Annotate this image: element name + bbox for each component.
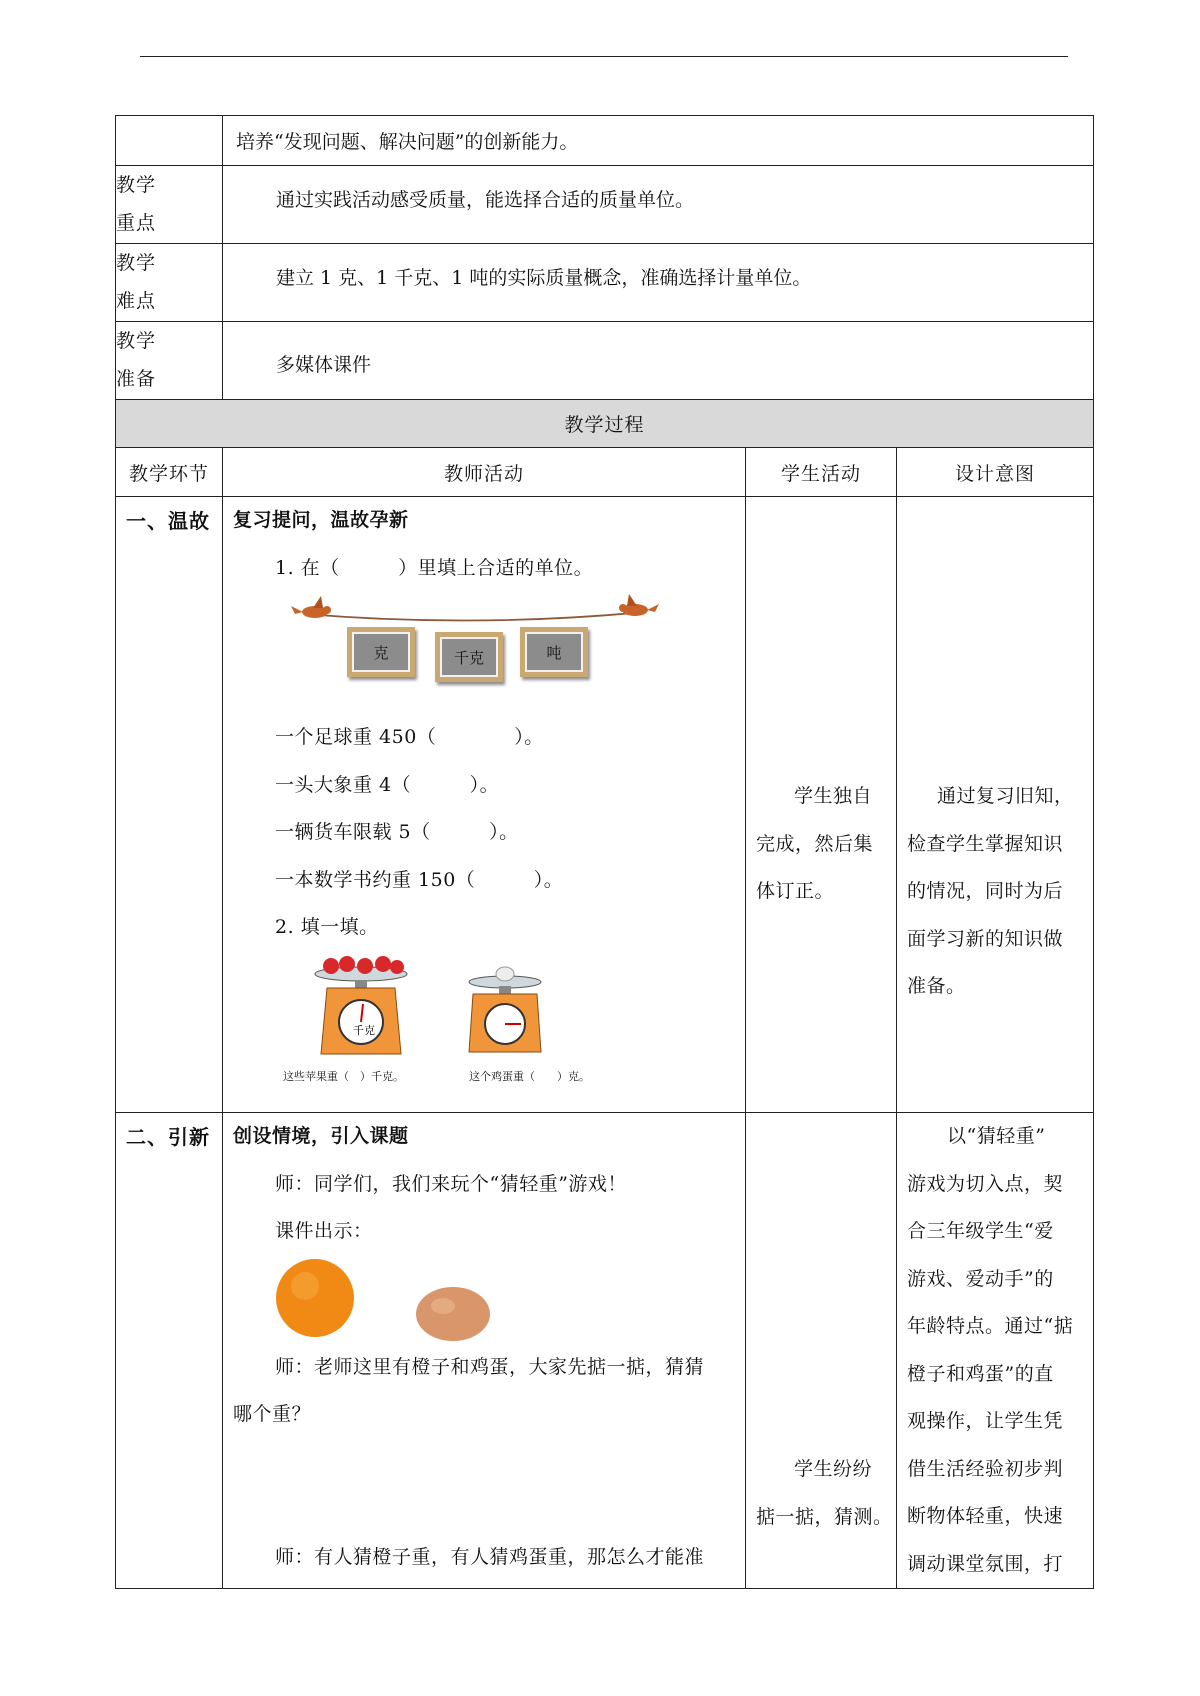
question-2: 2. 填一填。	[275, 916, 379, 938]
intent-line: 检查学生掌握知识	[907, 832, 1064, 855]
intent-line: 面学习新的知识做	[907, 927, 1064, 950]
intent-line: 游戏、爱动手”的	[907, 1267, 1054, 1290]
section2-heading: 创设情境，引入课题	[233, 1125, 409, 1147]
prep-text: 多媒体课件	[276, 354, 372, 376]
col-header-teacher: 教师活动	[223, 448, 746, 497]
clothesline	[285, 592, 665, 632]
question-1: 1. 在（ ）里填上合适的单位。	[275, 556, 594, 579]
bird-right-icon	[619, 594, 659, 616]
sign-ton-label: 吨	[525, 632, 583, 672]
process-title: 教学过程	[116, 400, 1094, 448]
col-header-intent: 设计意图	[897, 448, 1094, 497]
student-line: 学生纷纷	[794, 1458, 873, 1480]
scales-illustration	[283, 952, 613, 1092]
stage-1	[116, 497, 223, 1113]
sign-gram-label: 克	[352, 632, 410, 672]
intent-line: 以“猜轻重”	[947, 1125, 1046, 1147]
key-points-label	[116, 166, 223, 244]
header-rule	[140, 56, 1068, 57]
difficulty-text: 建立 1 克、1 千克、1 吨的实际质量概念，准确选择计量单位。	[276, 267, 812, 289]
sign-kilogram-label: 千克	[440, 637, 498, 677]
unit-signs-illustration	[285, 592, 665, 714]
objective-cell	[223, 116, 1094, 166]
caption-egg: 这个鸡蛋重（ ）克。	[469, 1069, 590, 1083]
intent-line: 游戏为切入点，契	[907, 1172, 1064, 1195]
egg-scale-icon	[463, 964, 553, 1064]
stage-2	[116, 1113, 223, 1589]
dialog-line-2: 课件出示：	[275, 1220, 373, 1242]
scale-dial-label: 千克	[353, 1023, 375, 1037]
label-line: 重点	[116, 212, 157, 234]
orange-icon	[276, 1259, 354, 1337]
student-line: 学生独自	[794, 785, 873, 807]
dialog-line-3: 师：老师这里有橙子和鸡蛋，大家先掂一掂，猜猜	[275, 1355, 705, 1378]
stage-1-label: 一、温故	[126, 509, 210, 533]
prep-label	[116, 322, 223, 400]
student-activity-1	[746, 497, 897, 1113]
key-points-cell	[223, 166, 1094, 244]
label-line: 难点	[116, 290, 157, 312]
intent-line: 合三年级学生“爱	[907, 1220, 1054, 1242]
intent-line: 橙子和鸡蛋”的直	[907, 1362, 1054, 1385]
caption-apples: 这些苹果重（ ）千克。	[283, 1069, 404, 1083]
sign-kilogram	[435, 632, 503, 682]
sign-gram	[347, 627, 415, 677]
orange-egg-svg	[275, 1256, 515, 1344]
teacher-activity-2	[223, 1113, 746, 1589]
teacher-activity-1	[223, 497, 746, 1113]
key-points-text: 通过实践活动感受质量，能选择合适的质量单位。	[276, 189, 695, 211]
label-line: 教学	[116, 330, 157, 352]
intent-line: 的情况，同时为后	[907, 880, 1064, 902]
intent-line: 断物体轻重，快速	[907, 1505, 1064, 1527]
label-line: 教学	[116, 252, 157, 274]
difficulty-label	[116, 244, 223, 322]
dialog-line-4: 师：有人猜橙子重，有人猜鸡蛋重，那怎么才能准	[275, 1545, 705, 1568]
intent-line: 通过复习旧知，	[937, 785, 1074, 807]
intent-line: 调动课堂氛围，打	[907, 1552, 1064, 1575]
intent-line: 观操作，让学生凭	[907, 1410, 1064, 1432]
objective-label-cell	[116, 116, 223, 166]
student-line: 掂一掂，猜测。	[756, 1505, 893, 1528]
prep-cell	[223, 322, 1094, 400]
dialog-line-1: 师：同学们，我们来玩个“猜轻重”游戏！	[275, 1172, 627, 1195]
label-line: 教学	[116, 174, 157, 196]
sign-ton	[520, 627, 588, 677]
fill-line-1: 一个足球重 450（ ）。	[275, 726, 544, 748]
fill-line-2: 一头大象重 4（ ）。	[275, 773, 500, 796]
student-line: 完成，然后集	[756, 832, 874, 855]
lesson-plan-table	[115, 115, 1094, 1589]
bird-left-icon	[291, 596, 331, 618]
stage-2-label: 二、引新	[126, 1125, 210, 1149]
design-intent-2	[897, 1113, 1094, 1589]
design-intent-1	[897, 497, 1094, 1113]
intent-line: 准备。	[907, 975, 966, 997]
fill-line-4: 一本数学书约重 150（ ）。	[275, 868, 564, 891]
label-line: 准备	[116, 368, 157, 390]
orange-egg-illustration	[275, 1256, 745, 1344]
col-header-stage: 教学环节	[116, 448, 223, 497]
student-activity-2	[746, 1113, 897, 1589]
objective-text: 培养“发现问题、解决问题”的创新能力。	[236, 131, 579, 153]
intent-line: 年龄特点。通过“掂	[907, 1315, 1074, 1337]
dialog-line-3b: 哪个重？	[233, 1403, 312, 1425]
egg-icon	[416, 1287, 490, 1341]
section1-heading: 复习提问，温故孕新	[233, 509, 409, 531]
difficulty-cell	[223, 244, 1094, 322]
intent-line: 借生活经验初步判	[907, 1457, 1064, 1480]
col-header-student: 学生活动	[746, 448, 897, 497]
student-line: 体订正。	[756, 880, 835, 902]
spacer	[233, 1439, 745, 1534]
apple-scale-icon	[313, 952, 423, 1062]
fill-line-3: 一辆货车限载 5（ ）。	[275, 821, 519, 843]
